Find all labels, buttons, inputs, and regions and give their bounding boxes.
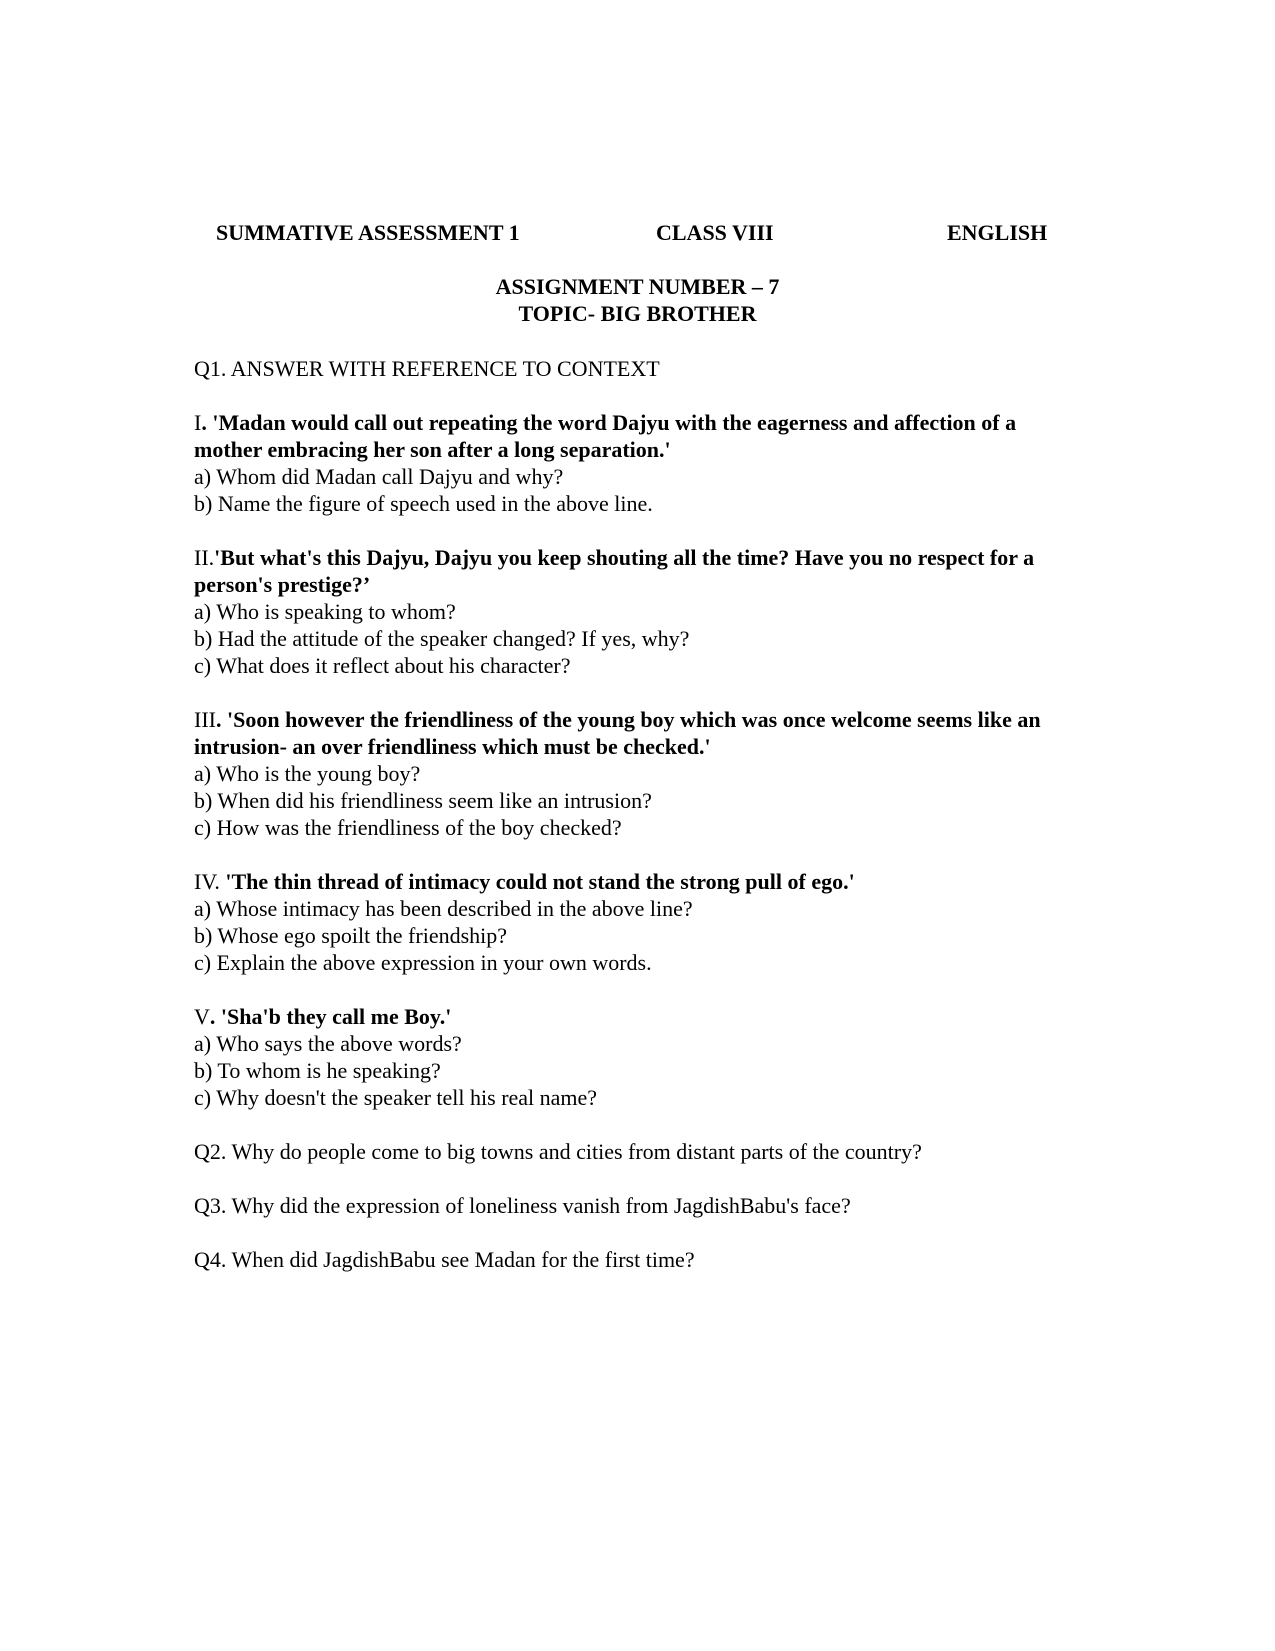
question-3: Q3. Why did the expression of loneliness vanish from JagdishBabu's face? (194, 1193, 851, 1218)
context-section-3 (194, 706, 1084, 841)
content (194, 355, 1084, 1300)
sub-question: b) Name the figure of speech used in the above line. (194, 491, 653, 516)
header-subject: ENGLISH (947, 220, 1048, 245)
question-2: Q2. Why do people come to big towns and cities from distant parts of the country? (194, 1139, 922, 1164)
header-class: CLASS VIII (656, 220, 774, 245)
section-numeral: I (194, 410, 202, 435)
sub-question: a) Who is the young boy? (194, 761, 421, 786)
q1-heading: Q1. ANSWER WITH REFERENCE TO CONTEXT (194, 356, 660, 381)
section-quote: . 'Sha'b they call me Boy.' (209, 1004, 452, 1029)
sub-question: c) Why doesn't the speaker tell his real name? (194, 1085, 598, 1110)
context-section-1 (194, 409, 1084, 517)
context-section-5 (194, 1003, 1084, 1111)
sub-question: b) To whom is he speaking? (194, 1058, 441, 1083)
sub-question: a) Who is speaking to whom? (194, 599, 456, 624)
context-section-4 (194, 868, 1084, 976)
section-quote: . 'Soon however the friendliness of the young boy which was once welcome seems like an intrusion- an over friendliness which must be checked.' (194, 707, 1041, 759)
sub-question: a) Whom did Madan call Dajyu and why? (194, 464, 564, 489)
sub-question: b) Whose ego spoilt the friendship? (194, 923, 508, 948)
sub-question: a) Whose intimacy has been described in the above line? (194, 896, 693, 921)
section-quote: . 'Madan would call out repeating the word Dajyu with the eagerness and affection of a mother embracing her son after a long separation.' (194, 410, 1017, 462)
sub-question: c) What does it reflect about his character? (194, 653, 571, 678)
section-numeral: II. (194, 545, 215, 570)
question-4: Q4. When did JagdishBabu see Madan for the first time? (194, 1247, 695, 1272)
header-assessment: SUMMATIVE ASSESSMENT 1 (216, 220, 520, 245)
sub-question: b) When did his friendliness seem like an intrusion? (194, 788, 652, 813)
section-numeral: III (194, 707, 216, 732)
sub-question: c) How was the friendliness of the boy checked? (194, 815, 622, 840)
title-block (0, 273, 1275, 327)
header-row (0, 220, 1275, 250)
section-quote: 'But what's this Dajyu, Dajyu you keep shouting all the time? Have you no respect for a person's prestige?’ (194, 545, 1035, 597)
section-numeral: IV. (194, 869, 226, 894)
sub-question: c) Explain the above expression in your own words. (194, 950, 652, 975)
section-quote: 'The thin thread of intimacy could not stand the strong pull of ego.' (225, 869, 855, 894)
assignment-number: ASSIGNMENT NUMBER – 7 (495, 274, 780, 299)
topic-title: TOPIC- BIG BROTHER (518, 301, 757, 326)
section-numeral: V (194, 1004, 210, 1029)
context-section-2 (194, 544, 1084, 679)
sub-question: a) Who says the above words? (194, 1031, 462, 1056)
sub-question: b) Had the attitude of the speaker changed? If yes, why? (194, 626, 690, 651)
